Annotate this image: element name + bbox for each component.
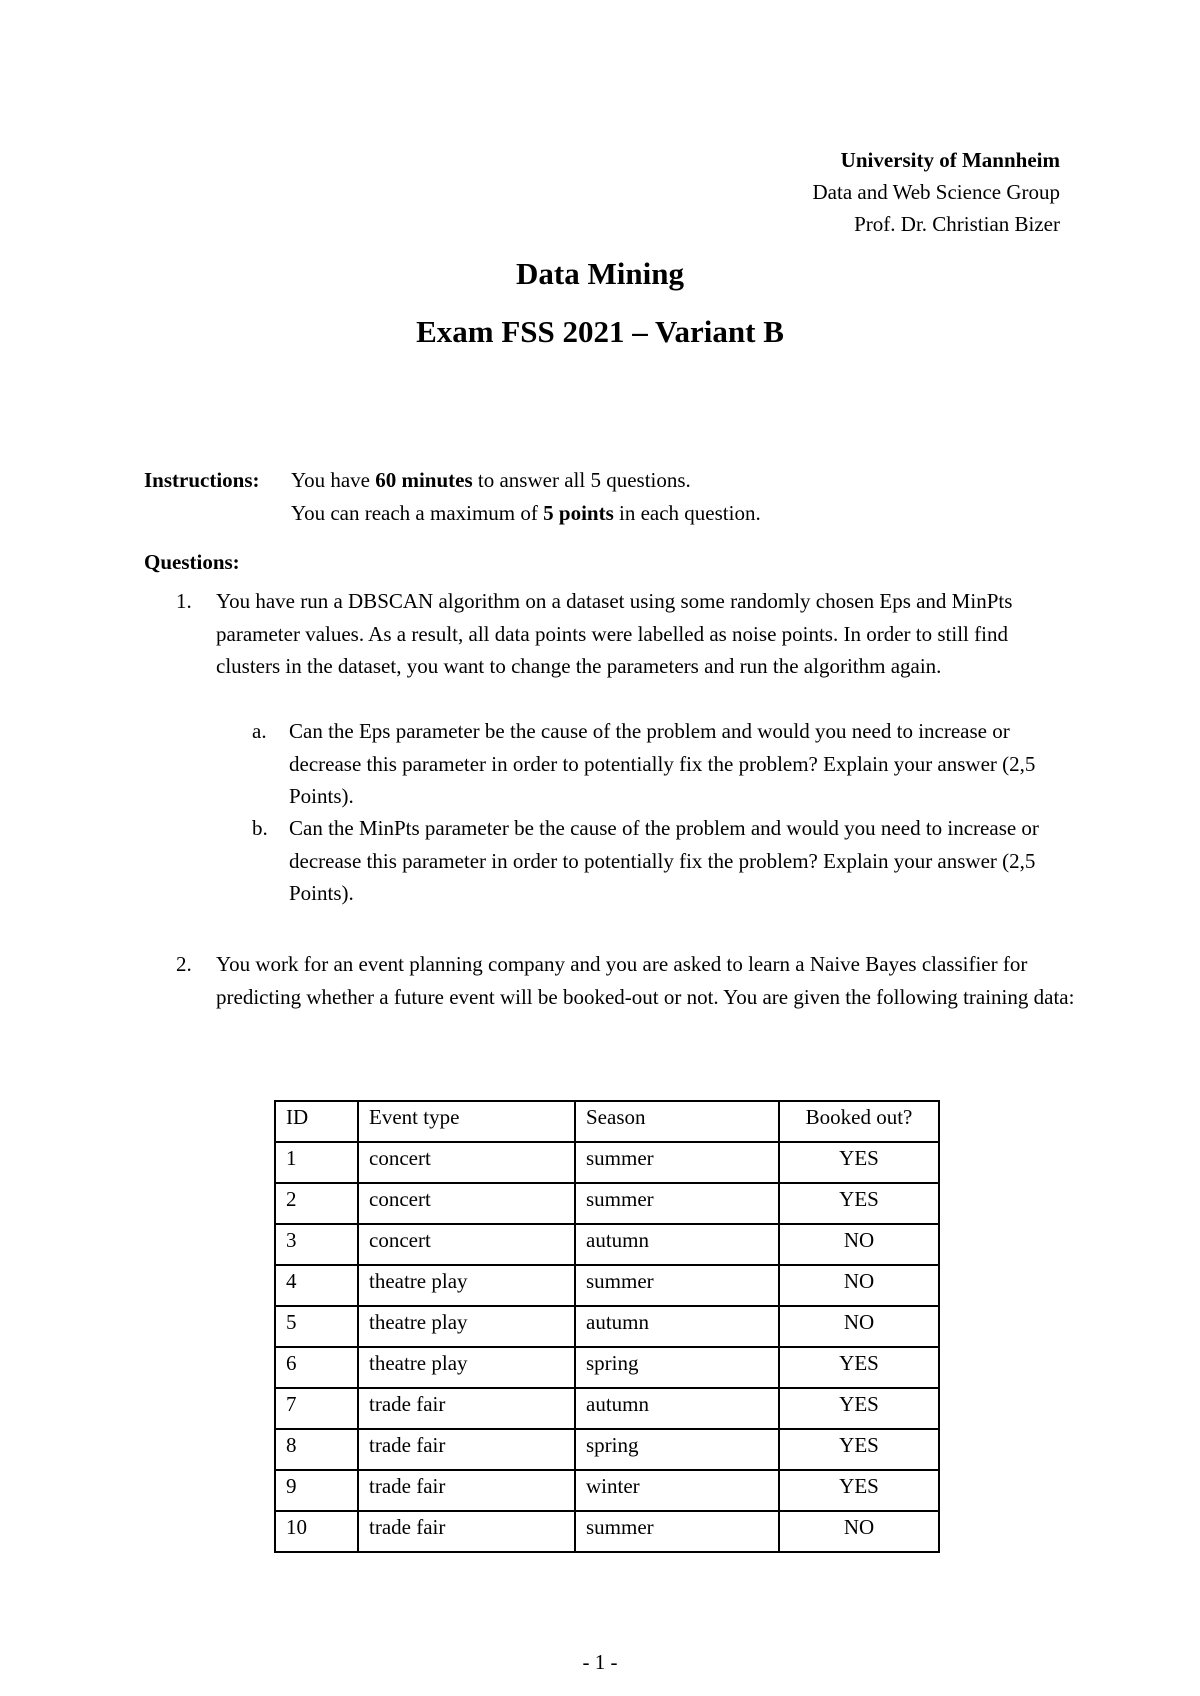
cell-id: 6 bbox=[275, 1347, 358, 1388]
cell-booked-out: NO bbox=[779, 1265, 939, 1306]
table-row bbox=[275, 1429, 939, 1470]
instructions-label: Instructions: bbox=[144, 468, 260, 492]
cell-booked-out: YES bbox=[779, 1470, 939, 1511]
instructions-line-2-pre: You can reach a maximum of bbox=[291, 501, 544, 525]
cell-event-type: theatre play bbox=[358, 1265, 575, 1306]
instructions-line-1-post: to answer all 5 questions. bbox=[472, 468, 691, 492]
question-1a-letter: a. bbox=[252, 719, 267, 743]
instructions-line-2 bbox=[291, 497, 991, 530]
question-1a-text: Can the Eps parameter be the cause of the problem and would you need to increase or decrease this parameter in order to potentially fix the problem? Explain your answer (2,5 Points). bbox=[289, 719, 1036, 808]
table-row bbox=[275, 1347, 939, 1388]
cell-season: spring bbox=[575, 1347, 779, 1388]
instructions-line-1-pre: You have bbox=[291, 468, 376, 492]
table-row bbox=[275, 1183, 939, 1224]
cell-event-type: trade fair bbox=[358, 1429, 575, 1470]
course-title: Data Mining bbox=[516, 256, 684, 291]
question-1b-text: Can the MinPts parameter be the cause of the problem and would you need to increase or decrease this parameter in order to potentially fix the problem? Explain your answer (2,5 Points). bbox=[289, 816, 1039, 905]
cell-id: 7 bbox=[275, 1388, 358, 1429]
cell-event-type: theatre play bbox=[358, 1306, 575, 1347]
instructions-points: 5 points bbox=[543, 501, 614, 525]
cell-booked-out: NO bbox=[779, 1306, 939, 1347]
header-season: Season bbox=[575, 1101, 779, 1142]
cell-booked-out: YES bbox=[779, 1388, 939, 1429]
cell-season: summer bbox=[575, 1265, 779, 1306]
header-event-type: Event type bbox=[358, 1101, 575, 1142]
cell-event-type: concert bbox=[358, 1142, 575, 1183]
cell-season: spring bbox=[575, 1429, 779, 1470]
cell-event-type: trade fair bbox=[358, 1388, 575, 1429]
header-booked-out: Booked out? bbox=[779, 1101, 939, 1142]
cell-event-type: concert bbox=[358, 1224, 575, 1265]
cell-season: summer bbox=[575, 1511, 779, 1552]
cell-event-type: trade fair bbox=[358, 1470, 575, 1511]
cell-id: 4 bbox=[275, 1265, 358, 1306]
instructions-line-1 bbox=[291, 464, 991, 497]
page-number: - 1 - bbox=[582, 1650, 618, 1674]
exam-title: Exam FSS 2021 – Variant B bbox=[416, 314, 784, 349]
cell-id: 8 bbox=[275, 1429, 358, 1470]
question-2-text: You work for an event planning company and you are asked to learn a Naive Bayes classifier for predicting whether a future event will be booked-out or not. You are given the following training data: bbox=[216, 952, 1075, 1009]
cell-booked-out: NO bbox=[779, 1224, 939, 1265]
table-header-row bbox=[275, 1101, 939, 1142]
instructions-minutes: 60 minutes bbox=[375, 468, 473, 492]
cell-season: autumn bbox=[575, 1224, 779, 1265]
cell-booked-out: YES bbox=[779, 1183, 939, 1224]
cell-season: summer bbox=[575, 1183, 779, 1224]
table-row bbox=[275, 1224, 939, 1265]
question-1-number: 1. bbox=[176, 589, 192, 613]
cell-season: summer bbox=[575, 1142, 779, 1183]
table-row bbox=[275, 1142, 939, 1183]
cell-booked-out: YES bbox=[779, 1347, 939, 1388]
cell-event-type: concert bbox=[358, 1183, 575, 1224]
table-row bbox=[275, 1511, 939, 1552]
cell-event-type: theatre play bbox=[358, 1347, 575, 1388]
cell-season: winter bbox=[575, 1470, 779, 1511]
cell-id: 1 bbox=[275, 1142, 358, 1183]
table-row bbox=[275, 1388, 939, 1429]
cell-booked-out: YES bbox=[779, 1429, 939, 1470]
cell-id: 5 bbox=[275, 1306, 358, 1347]
table-row bbox=[275, 1470, 939, 1511]
university-name: University of Mannheim bbox=[840, 148, 1060, 172]
professor-name: Prof. Dr. Christian Bizer bbox=[854, 212, 1060, 236]
cell-season: autumn bbox=[575, 1306, 779, 1347]
question-2-number: 2. bbox=[176, 952, 192, 976]
training-data-table bbox=[274, 1100, 940, 1553]
table-row bbox=[275, 1306, 939, 1347]
header-id: ID bbox=[275, 1101, 358, 1142]
header-block bbox=[813, 144, 1061, 240]
cell-id: 2 bbox=[275, 1183, 358, 1224]
cell-season: autumn bbox=[575, 1388, 779, 1429]
question-1-text: You have run a DBSCAN algorithm on a dataset using some randomly chosen Eps and MinPts parameter values. As a result, all data points were labelled as noise points. In order to still find clusters in the dataset, you want to change the parameters and run the algorithm again. bbox=[216, 589, 1013, 678]
question-1b-letter: b. bbox=[252, 816, 268, 840]
instructions-line-2-post: in each question. bbox=[613, 501, 761, 525]
cell-booked-out: NO bbox=[779, 1511, 939, 1552]
cell-booked-out: YES bbox=[779, 1142, 939, 1183]
table-row bbox=[275, 1265, 939, 1306]
cell-event-type: trade fair bbox=[358, 1511, 575, 1552]
cell-id: 3 bbox=[275, 1224, 358, 1265]
questions-heading: Questions: bbox=[144, 550, 240, 574]
cell-id: 10 bbox=[275, 1511, 358, 1552]
cell-id: 9 bbox=[275, 1470, 358, 1511]
group-name: Data and Web Science Group bbox=[812, 180, 1060, 204]
